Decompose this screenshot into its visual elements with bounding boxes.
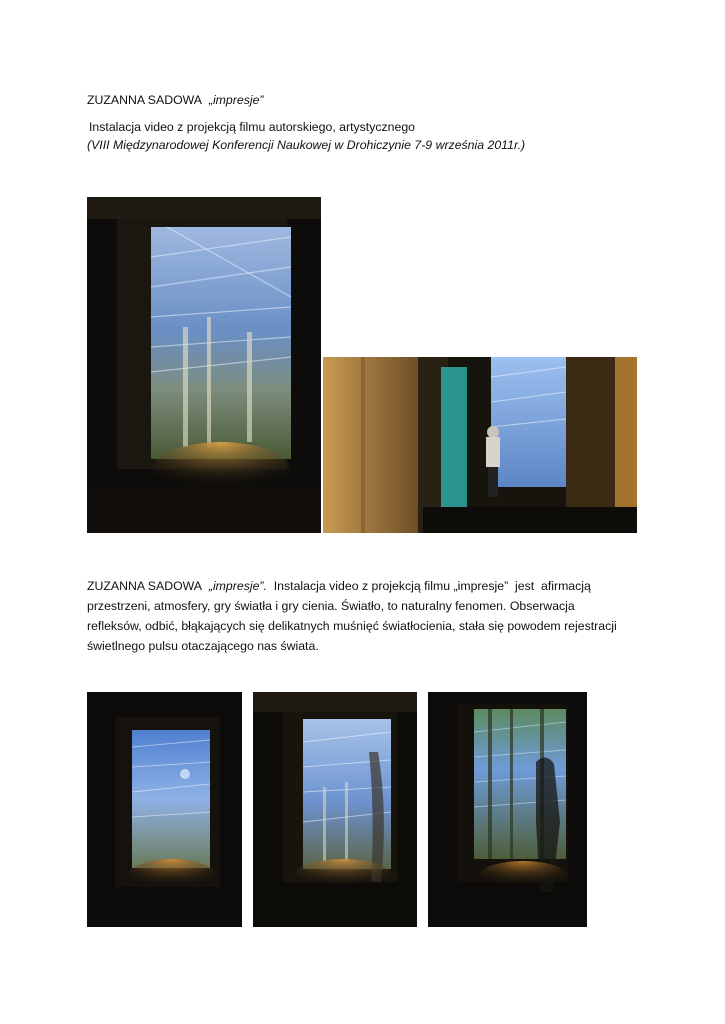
description-title: „impresje”. <box>208 579 267 593</box>
description-line-1 <box>87 578 591 594</box>
header-event: (VIII Międzynarodowej Konferencji Naukowej w Drohiczynie 7-9 września 2011r.) <box>87 138 526 152</box>
installation-photo-doorway-1 <box>87 692 242 927</box>
description-line-2: przestrzeni, atmosfery, gry światła i gry cienia. Światło, to naturalny fenomen. Obserwacja <box>87 599 575 613</box>
description-line-4: świetlnego pulsu otaczającego nas świata. <box>87 639 319 653</box>
header-subtitle: Instalacja video z projekcją filmu autorskiego, artystycznego <box>89 120 416 134</box>
description-author: ZUZANNA SADOWA <box>87 579 203 593</box>
description-line-1-rest: Instalacja video z projekcją filmu „impresje” jest afirmacją <box>266 579 591 593</box>
installation-photo-doorway-2 <box>253 692 417 927</box>
installation-photo-corridor-curtain <box>323 357 637 533</box>
description-line-3: refleksów, odbić, błąkających się delikatnych muśnięć światłocienia, stała się powodem rejestracji <box>87 619 617 633</box>
installation-photo-doorway-wide <box>87 197 321 533</box>
header-title-line <box>87 92 264 108</box>
installation-photo-doorway-3 <box>428 692 587 927</box>
header-title: „impresje” <box>208 93 264 107</box>
header-author: ZUZANNA SADOWA <box>87 93 203 107</box>
